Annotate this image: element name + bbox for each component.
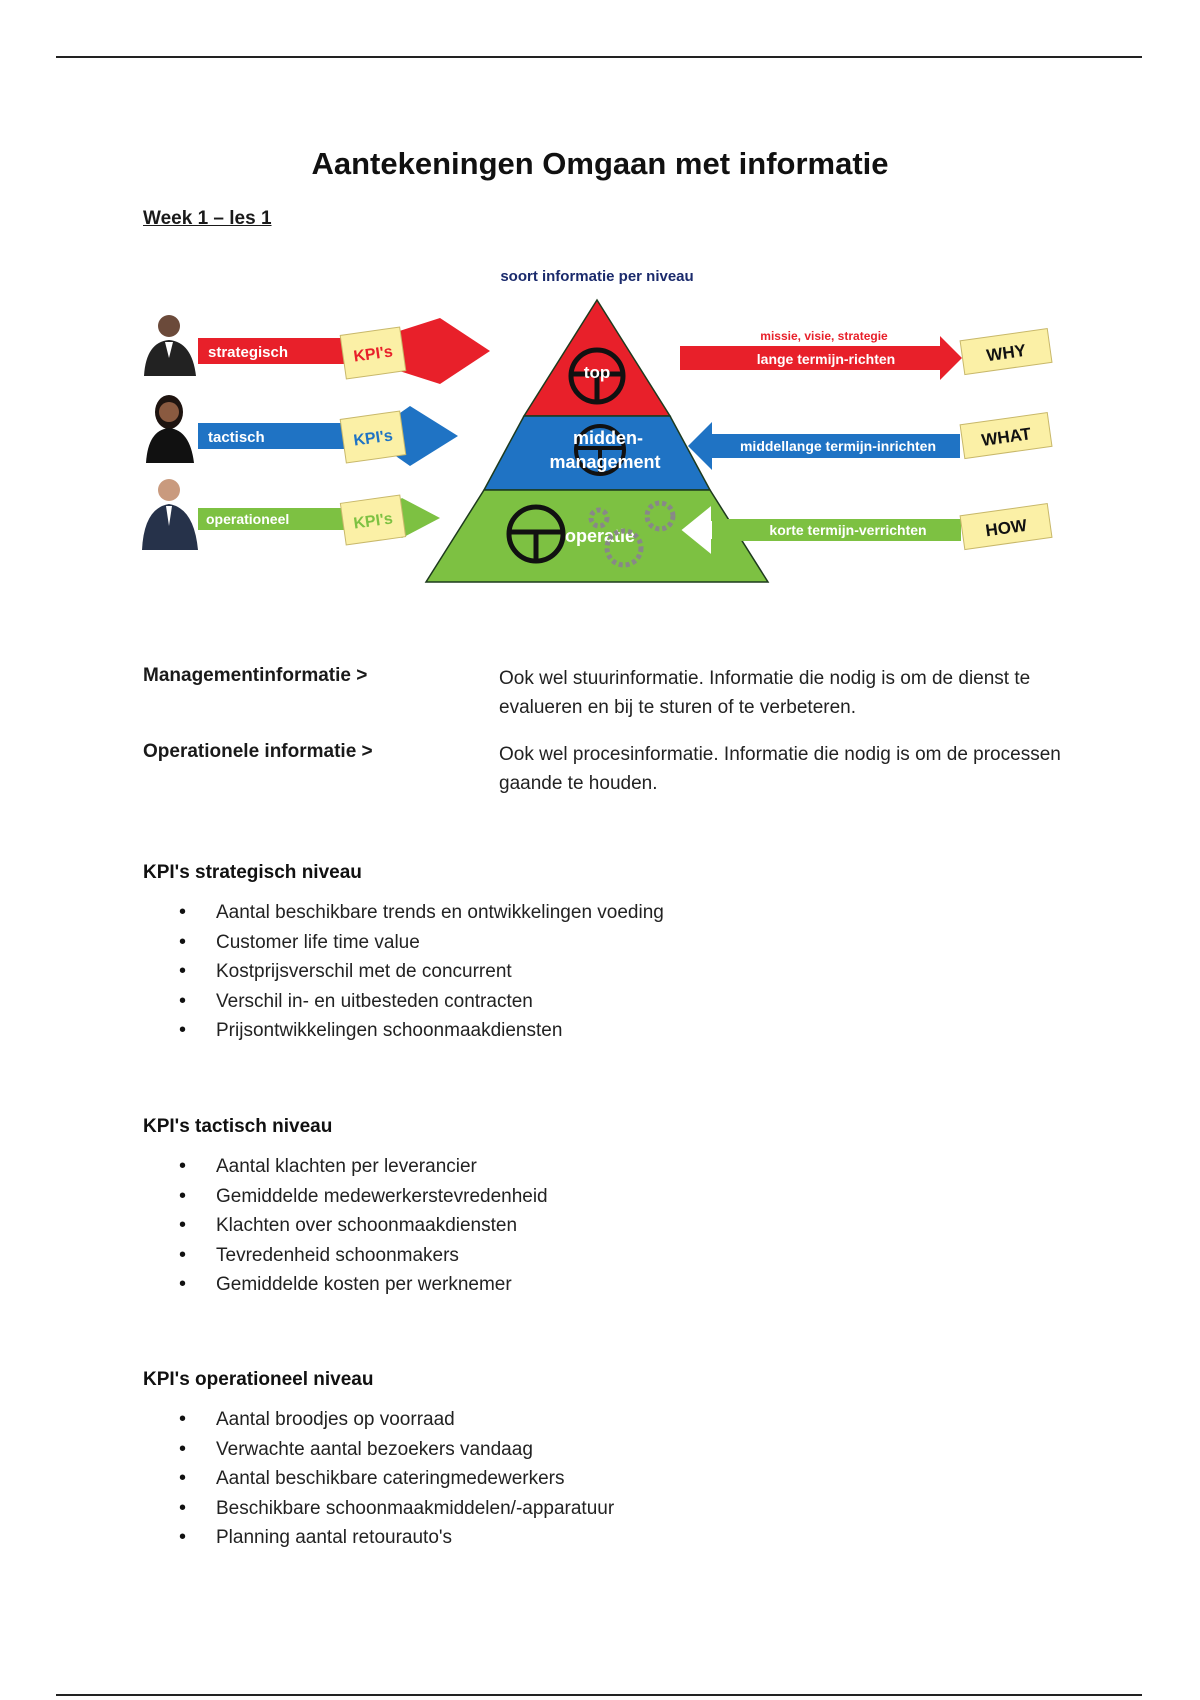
list-item: • Planning aantal retourauto's (143, 1523, 1063, 1553)
strategic-sub-label: missie, visie, strategie (760, 329, 888, 343)
definition-term: Operationele informatie > (143, 741, 373, 762)
list-item: • Verwachte aantal bezoekers vandaag (143, 1435, 1063, 1465)
list-item: • Aantal broodjes op voorraad (143, 1405, 1063, 1435)
kpi-tactical-section (143, 1116, 1063, 1300)
list-item: • Gemiddelde kosten per werknemer (143, 1270, 1063, 1300)
strategic-arrow-head (390, 318, 490, 384)
kpi-list (143, 1152, 1063, 1300)
list-item: • Aantal beschikbare trends en ontwikkelingen voeding (143, 898, 1063, 928)
pyramid-middle-label-1: midden- (573, 428, 643, 448)
definition-description: Ook wel stuurinformatie. Informatie die nodig is om de dienst te evalueren en bij te sturen of te verbeteren. (499, 668, 1031, 718)
kpi-strategic-section (143, 862, 1063, 1046)
how-tag-label: HOW (984, 515, 1029, 541)
what-tag-label: WHAT (980, 424, 1033, 450)
tactical-kpi-label: KPI's (352, 427, 394, 450)
section-heading: KPI's strategisch niveau (143, 862, 362, 883)
list-item: • Aantal klachten per leverancier (143, 1152, 1063, 1182)
page-title: Aantekeningen Omgaan met informatie (311, 146, 889, 181)
list-item: • Customer life time value (143, 928, 1063, 958)
kpi-list (143, 1405, 1063, 1553)
list-item: • Tevredenheid schoonmakers (143, 1241, 1063, 1271)
kpi-operational-section (143, 1369, 1063, 1553)
definition-term: Managementinformatie > (143, 665, 368, 686)
operational-kpi-label: KPI's (352, 510, 394, 533)
top-rule (56, 56, 1142, 58)
operational-right-label: korte termijn-verrichten (769, 522, 927, 538)
definition-row (143, 740, 1063, 798)
list-item: • Gemiddelde medewerkerstevredenheid (143, 1182, 1063, 1212)
definition-description: Ook wel procesinformatie. Informatie die nodig is om de processen gaande te houden. (499, 744, 1061, 794)
pyramid-middle-label-2: management (549, 452, 661, 472)
information-pyramid-diagram (140, 258, 1060, 598)
list-item: • Aantal beschikbare cateringmedewerkers (143, 1464, 1063, 1494)
definition-row (143, 664, 1063, 722)
section-heading: KPI's tactisch niveau (143, 1116, 333, 1137)
section-heading: KPI's operationeel niveau (143, 1369, 374, 1390)
kpi-list (143, 898, 1063, 1046)
strategic-kpi-label: KPI's (352, 343, 394, 366)
list-item: • Kostprijsverschil met de concurrent (143, 957, 1063, 987)
list-item: • Verschil in- en uitbesteden contracten (143, 987, 1063, 1017)
pyramid-bottom-label: operatie (564, 526, 636, 546)
tactical-label: tactisch (208, 429, 265, 446)
strategic-label: strategisch (208, 344, 289, 361)
person-strategic-avatar (144, 315, 196, 376)
operational-label: operationeel (206, 511, 290, 527)
pyramid-top-label: top (583, 363, 611, 382)
list-item: • Beschikbare schoonmaakmiddelen/-apparatuur (143, 1494, 1063, 1524)
list-item: • Klachten over schoonmaakdiensten (143, 1211, 1063, 1241)
strategic-right-label: lange termijn-richten (756, 351, 896, 367)
list-item: • Prijsontwikkelingen schoonmaakdiensten (143, 1016, 1063, 1046)
week-label: Week 1 – les 1 (143, 208, 272, 229)
definition-list (143, 664, 1063, 816)
bottom-rule (56, 1694, 1142, 1696)
diagram-title: soort informatie per niveau (500, 268, 694, 285)
person-tactical-avatar (146, 395, 194, 463)
tactical-right-label: middellange termijn-inrichten (739, 438, 937, 454)
person-operational-avatar (142, 479, 198, 550)
why-tag-label: WHY (985, 340, 1028, 366)
